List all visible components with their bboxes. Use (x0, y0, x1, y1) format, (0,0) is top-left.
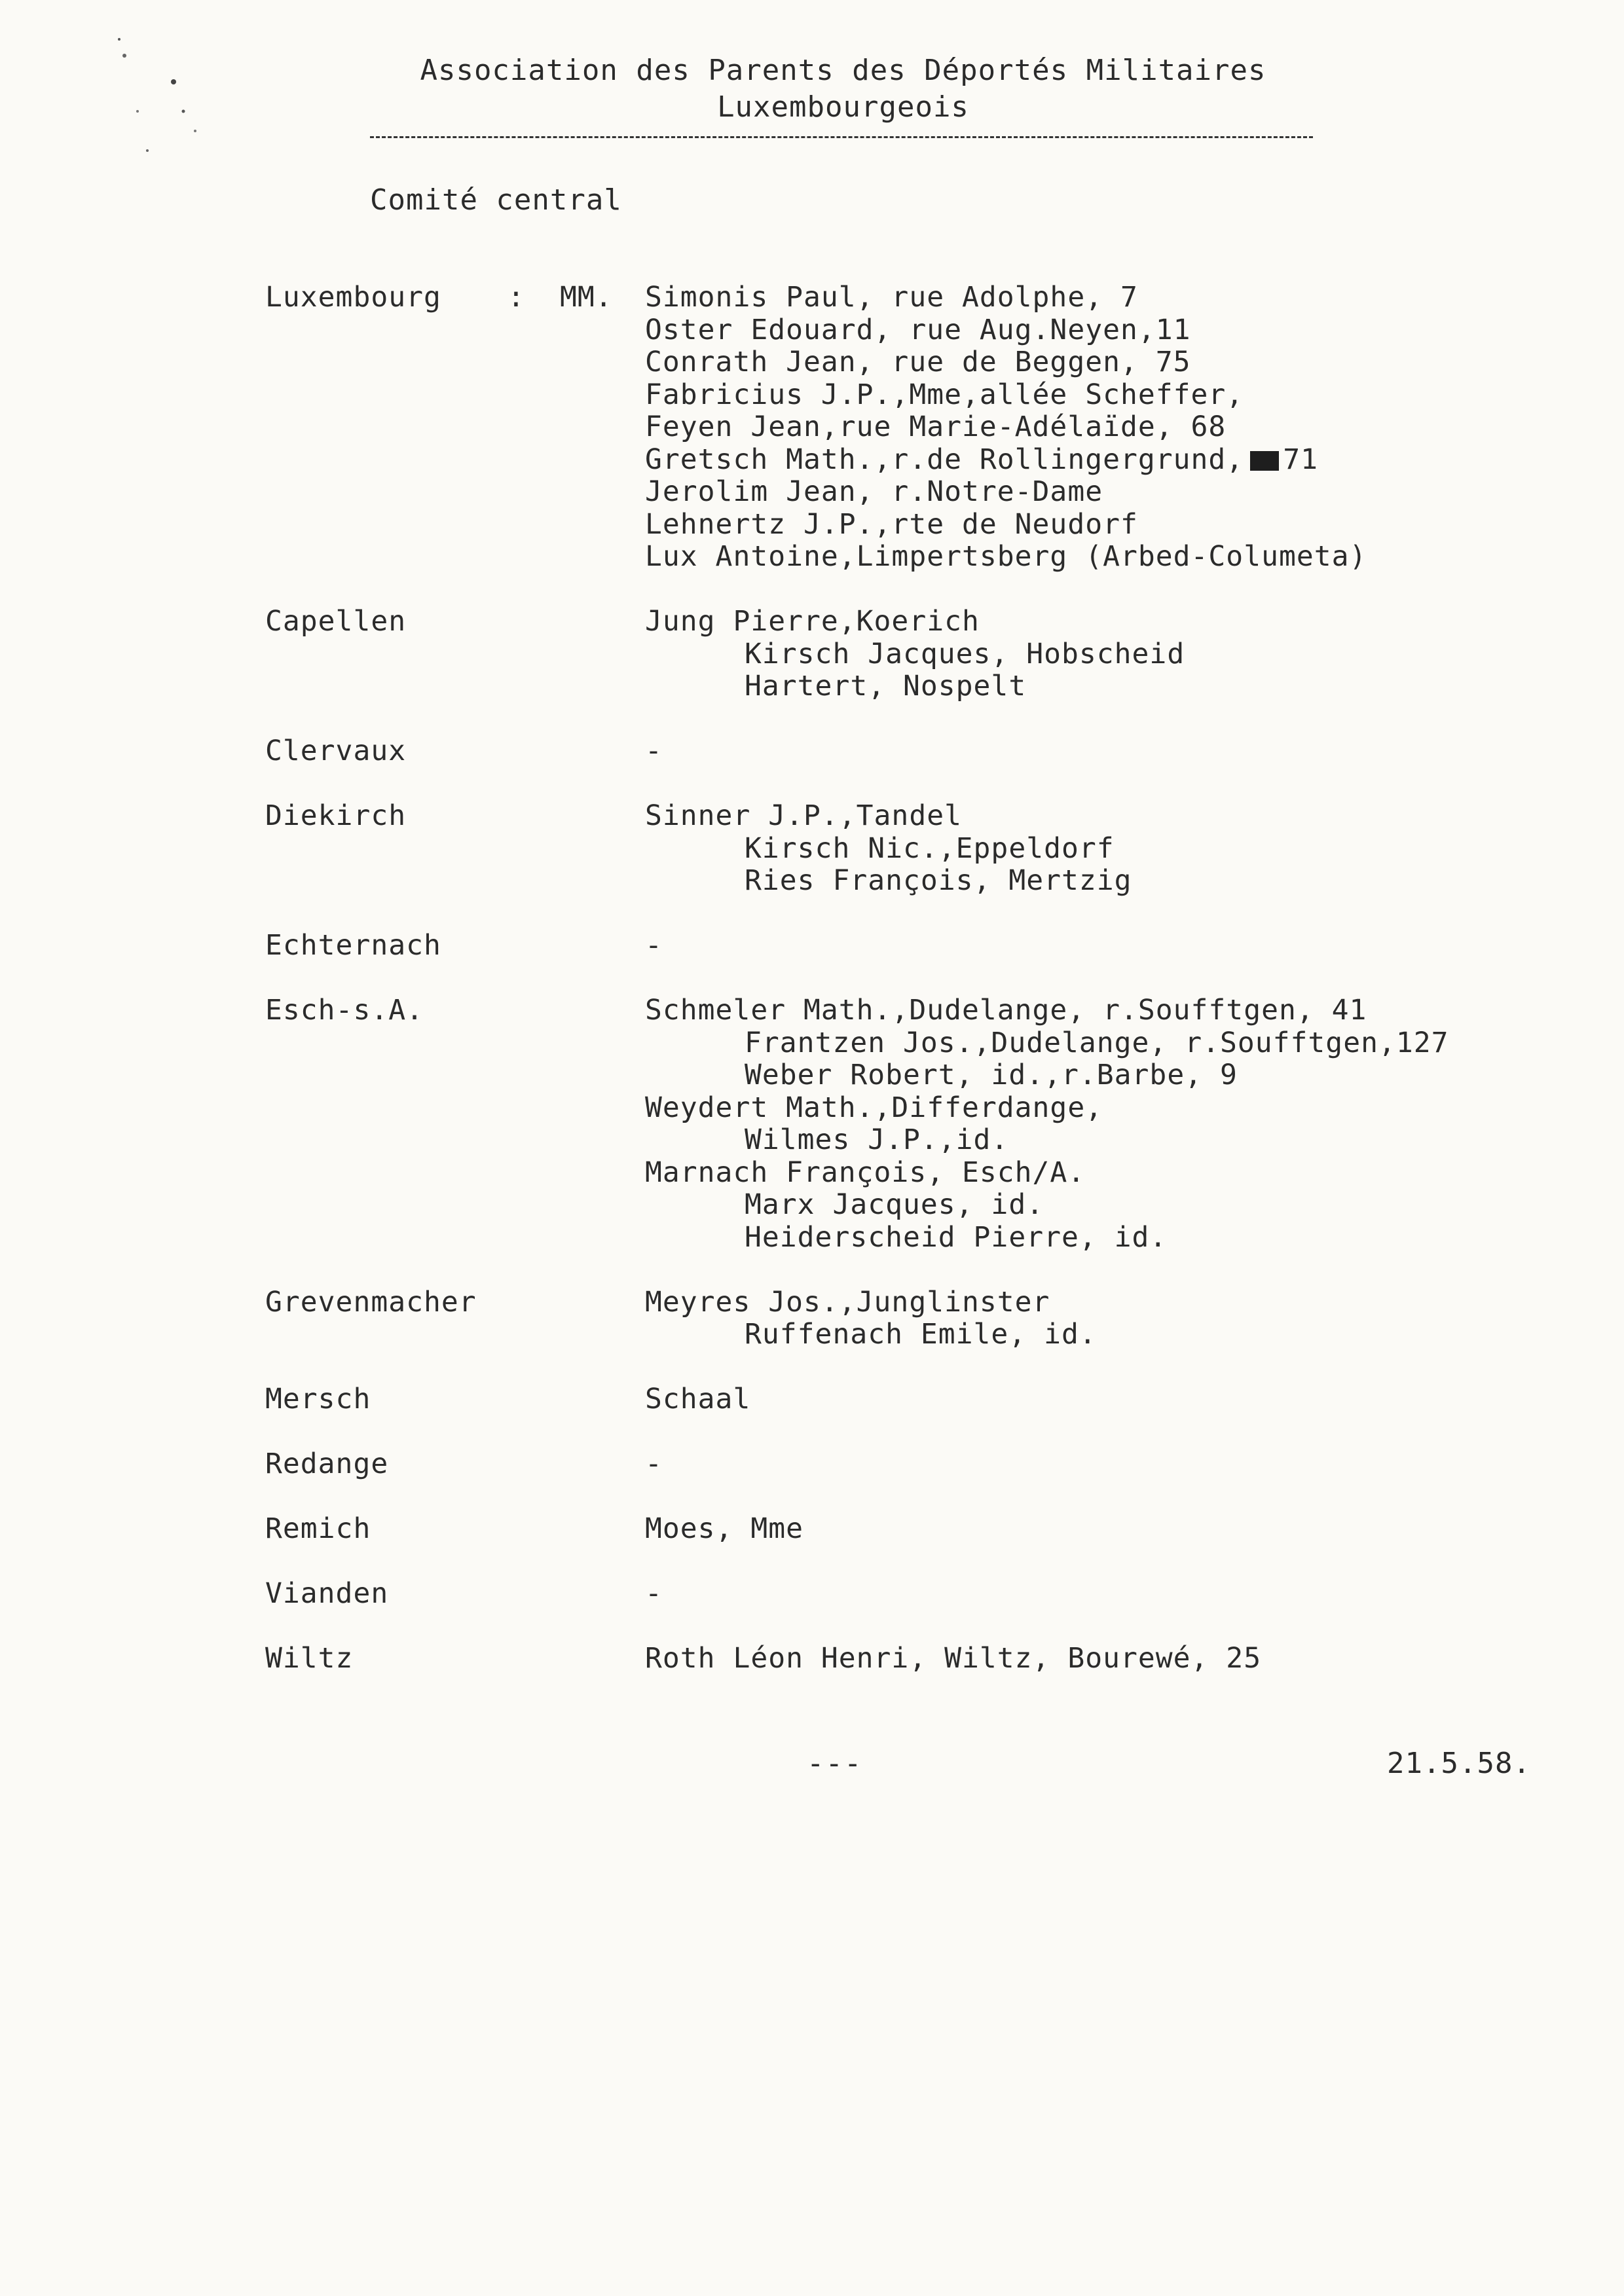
member-text: - (645, 735, 663, 767)
member-text: Conrath Jean, rue de Beggen, 75 (645, 346, 1191, 378)
member-line (645, 1448, 1575, 1481)
member-line (645, 1124, 1575, 1157)
district-name-cell (265, 1383, 645, 1416)
district-name-cell (265, 930, 645, 962)
member-line (645, 670, 1575, 703)
district-entry (265, 282, 1575, 574)
member-list (645, 282, 1575, 574)
district-name-cell (265, 800, 645, 898)
paper-speck-marks (111, 26, 210, 170)
member-line (645, 865, 1575, 898)
footer-date: 21.5.58. (1387, 1747, 1531, 1780)
district-entry (265, 930, 1575, 962)
document-subtitle: Comité central (370, 183, 622, 217)
district-name: Grevenmacher (265, 1285, 477, 1319)
member-text: Fabricius J.P.,Mme,allée Scheffer, (645, 378, 1244, 411)
member-list (645, 994, 1575, 1254)
district-name: Capellen (265, 605, 407, 638)
district-entry (265, 1448, 1575, 1481)
member-text: Meyres Jos.,Junglinster (645, 1285, 1050, 1319)
member-list (645, 930, 1575, 962)
member-line (645, 1092, 1575, 1125)
district-name-cell (265, 1643, 645, 1675)
member-line (645, 282, 1575, 314)
member-line (645, 541, 1575, 574)
district-entry (265, 1513, 1575, 1546)
district-name: Luxembourg (265, 281, 441, 314)
member-list (645, 1643, 1575, 1675)
member-text: - (645, 1448, 663, 1480)
header-line-1: Association des Parents des Déportés Militaires (420, 54, 1266, 87)
district-name: Clervaux (265, 735, 407, 767)
member-line (645, 1027, 1575, 1060)
district-name: Diekirch (265, 799, 407, 832)
member-text: Gretsch Math.,r.de Rollingergrund, (645, 443, 1244, 476)
header-line-2: Luxembourgeois (717, 90, 969, 124)
member-text: Simonis Paul, rue Adolphe, 7 (645, 281, 1138, 314)
district-name-cell (265, 1448, 645, 1481)
district-name: Echternach (265, 929, 441, 962)
district-name-cell (265, 606, 645, 703)
member-line (645, 1189, 1575, 1222)
member-line (645, 638, 1575, 671)
member-line (645, 1059, 1575, 1092)
redaction-mark (1250, 451, 1279, 471)
district-colon: : (507, 281, 525, 314)
district-list (265, 282, 1575, 1707)
district-entry (265, 1383, 1575, 1416)
member-line (645, 411, 1575, 444)
member-line (645, 1513, 1575, 1546)
member-text: Oster Edouard, rue Aug.Neyen,11 (645, 313, 1191, 346)
member-text: Marnach François, Esch/A. (645, 1156, 1086, 1189)
member-suffix: 71 (1283, 443, 1318, 476)
member-text: Jung Pierre,Koerich (645, 605, 980, 638)
district-name: Redange (265, 1448, 389, 1480)
member-text: Heiderscheid Pierre, id. (745, 1220, 1168, 1254)
member-text: Lehnertz J.P.,rte de Neudorf (645, 507, 1138, 541)
member-list (645, 1513, 1575, 1546)
district-entry (265, 606, 1575, 703)
district-name: Mersch (265, 1383, 371, 1415)
member-line (645, 444, 1575, 477)
member-line (645, 1643, 1575, 1675)
member-text: - (645, 929, 663, 962)
member-text: Ries François, Mertzig (745, 864, 1132, 897)
district-entry (265, 1286, 1575, 1351)
member-text: Roth Léon Henri, Wiltz, Bourewé, 25 (645, 1642, 1262, 1675)
footer-dash: --- (807, 1747, 863, 1780)
member-line (645, 800, 1575, 833)
district-name: Esch-s.A. (265, 994, 424, 1027)
district-name-cell (265, 1578, 645, 1611)
district-entry (265, 994, 1575, 1254)
member-list (645, 1383, 1575, 1416)
member-list (645, 606, 1575, 703)
member-line (645, 930, 1575, 962)
member-line (645, 735, 1575, 768)
member-line (645, 1383, 1575, 1416)
member-text: Feyen Jean,rue Marie-Adélaïde, 68 (645, 410, 1227, 443)
member-text: Kirsch Jacques, Hobscheid (745, 637, 1185, 670)
district-name-cell (265, 994, 645, 1254)
member-line (645, 476, 1575, 509)
member-text: Jerolim Jean, r.Notre-Dame (645, 475, 1103, 508)
member-list (645, 735, 1575, 768)
document-header (370, 52, 1316, 126)
member-text: Marx Jacques, id. (745, 1188, 1044, 1221)
member-text: Sinner J.P.,Tandel (645, 799, 962, 832)
member-list (645, 1448, 1575, 1481)
member-line (645, 314, 1575, 347)
member-text: Frantzen Jos.,Dudelange, r.Soufftgen,127 (745, 1026, 1449, 1059)
member-text: Weydert Math.,Differdange, (645, 1091, 1103, 1124)
member-text: Schaal (645, 1383, 751, 1415)
district-name-cell (265, 1513, 645, 1546)
member-line (645, 1286, 1575, 1319)
district-entry (265, 800, 1575, 898)
member-line (645, 346, 1575, 379)
member-list (645, 1286, 1575, 1351)
member-line (645, 606, 1575, 638)
district-name: Remich (265, 1512, 371, 1545)
member-text: - (645, 1577, 663, 1610)
member-text: Schmeler Math.,Dudelange, r.Soufftgen, 41 (645, 994, 1367, 1027)
member-list (645, 1578, 1575, 1611)
member-line (645, 1578, 1575, 1611)
member-line (645, 1222, 1575, 1254)
district-entry (265, 1643, 1575, 1675)
member-line (645, 1157, 1575, 1190)
member-text: Kirsch Nic.,Eppeldorf (745, 831, 1115, 865)
district-name-cell (265, 735, 645, 768)
member-text: Ruffenach Emile, id. (745, 1318, 1097, 1351)
member-text: Weber Robert, id.,r.Barbe, 9 (745, 1059, 1238, 1091)
member-text: Moes, Mme (645, 1512, 803, 1545)
district-name-cell (265, 282, 645, 574)
district-name: Wiltz (265, 1642, 354, 1675)
member-text: Lux Antoine,Limpertsberg (Arbed-Columeta) (645, 540, 1367, 573)
member-line (645, 833, 1575, 866)
header-dashed-rule (370, 136, 1313, 138)
member-line (645, 994, 1575, 1027)
district-entry (265, 735, 1575, 768)
member-line (645, 379, 1575, 412)
members-prefix: MM. (560, 281, 613, 314)
district-entry (265, 1578, 1575, 1611)
member-text: Hartert, Nospelt (745, 670, 1027, 702)
member-text: Wilmes J.P.,id. (745, 1123, 1009, 1156)
member-list (645, 800, 1575, 898)
member-line (645, 1319, 1575, 1351)
district-name-cell (265, 1286, 645, 1351)
member-line (645, 509, 1575, 541)
district-name: Vianden (265, 1577, 389, 1610)
